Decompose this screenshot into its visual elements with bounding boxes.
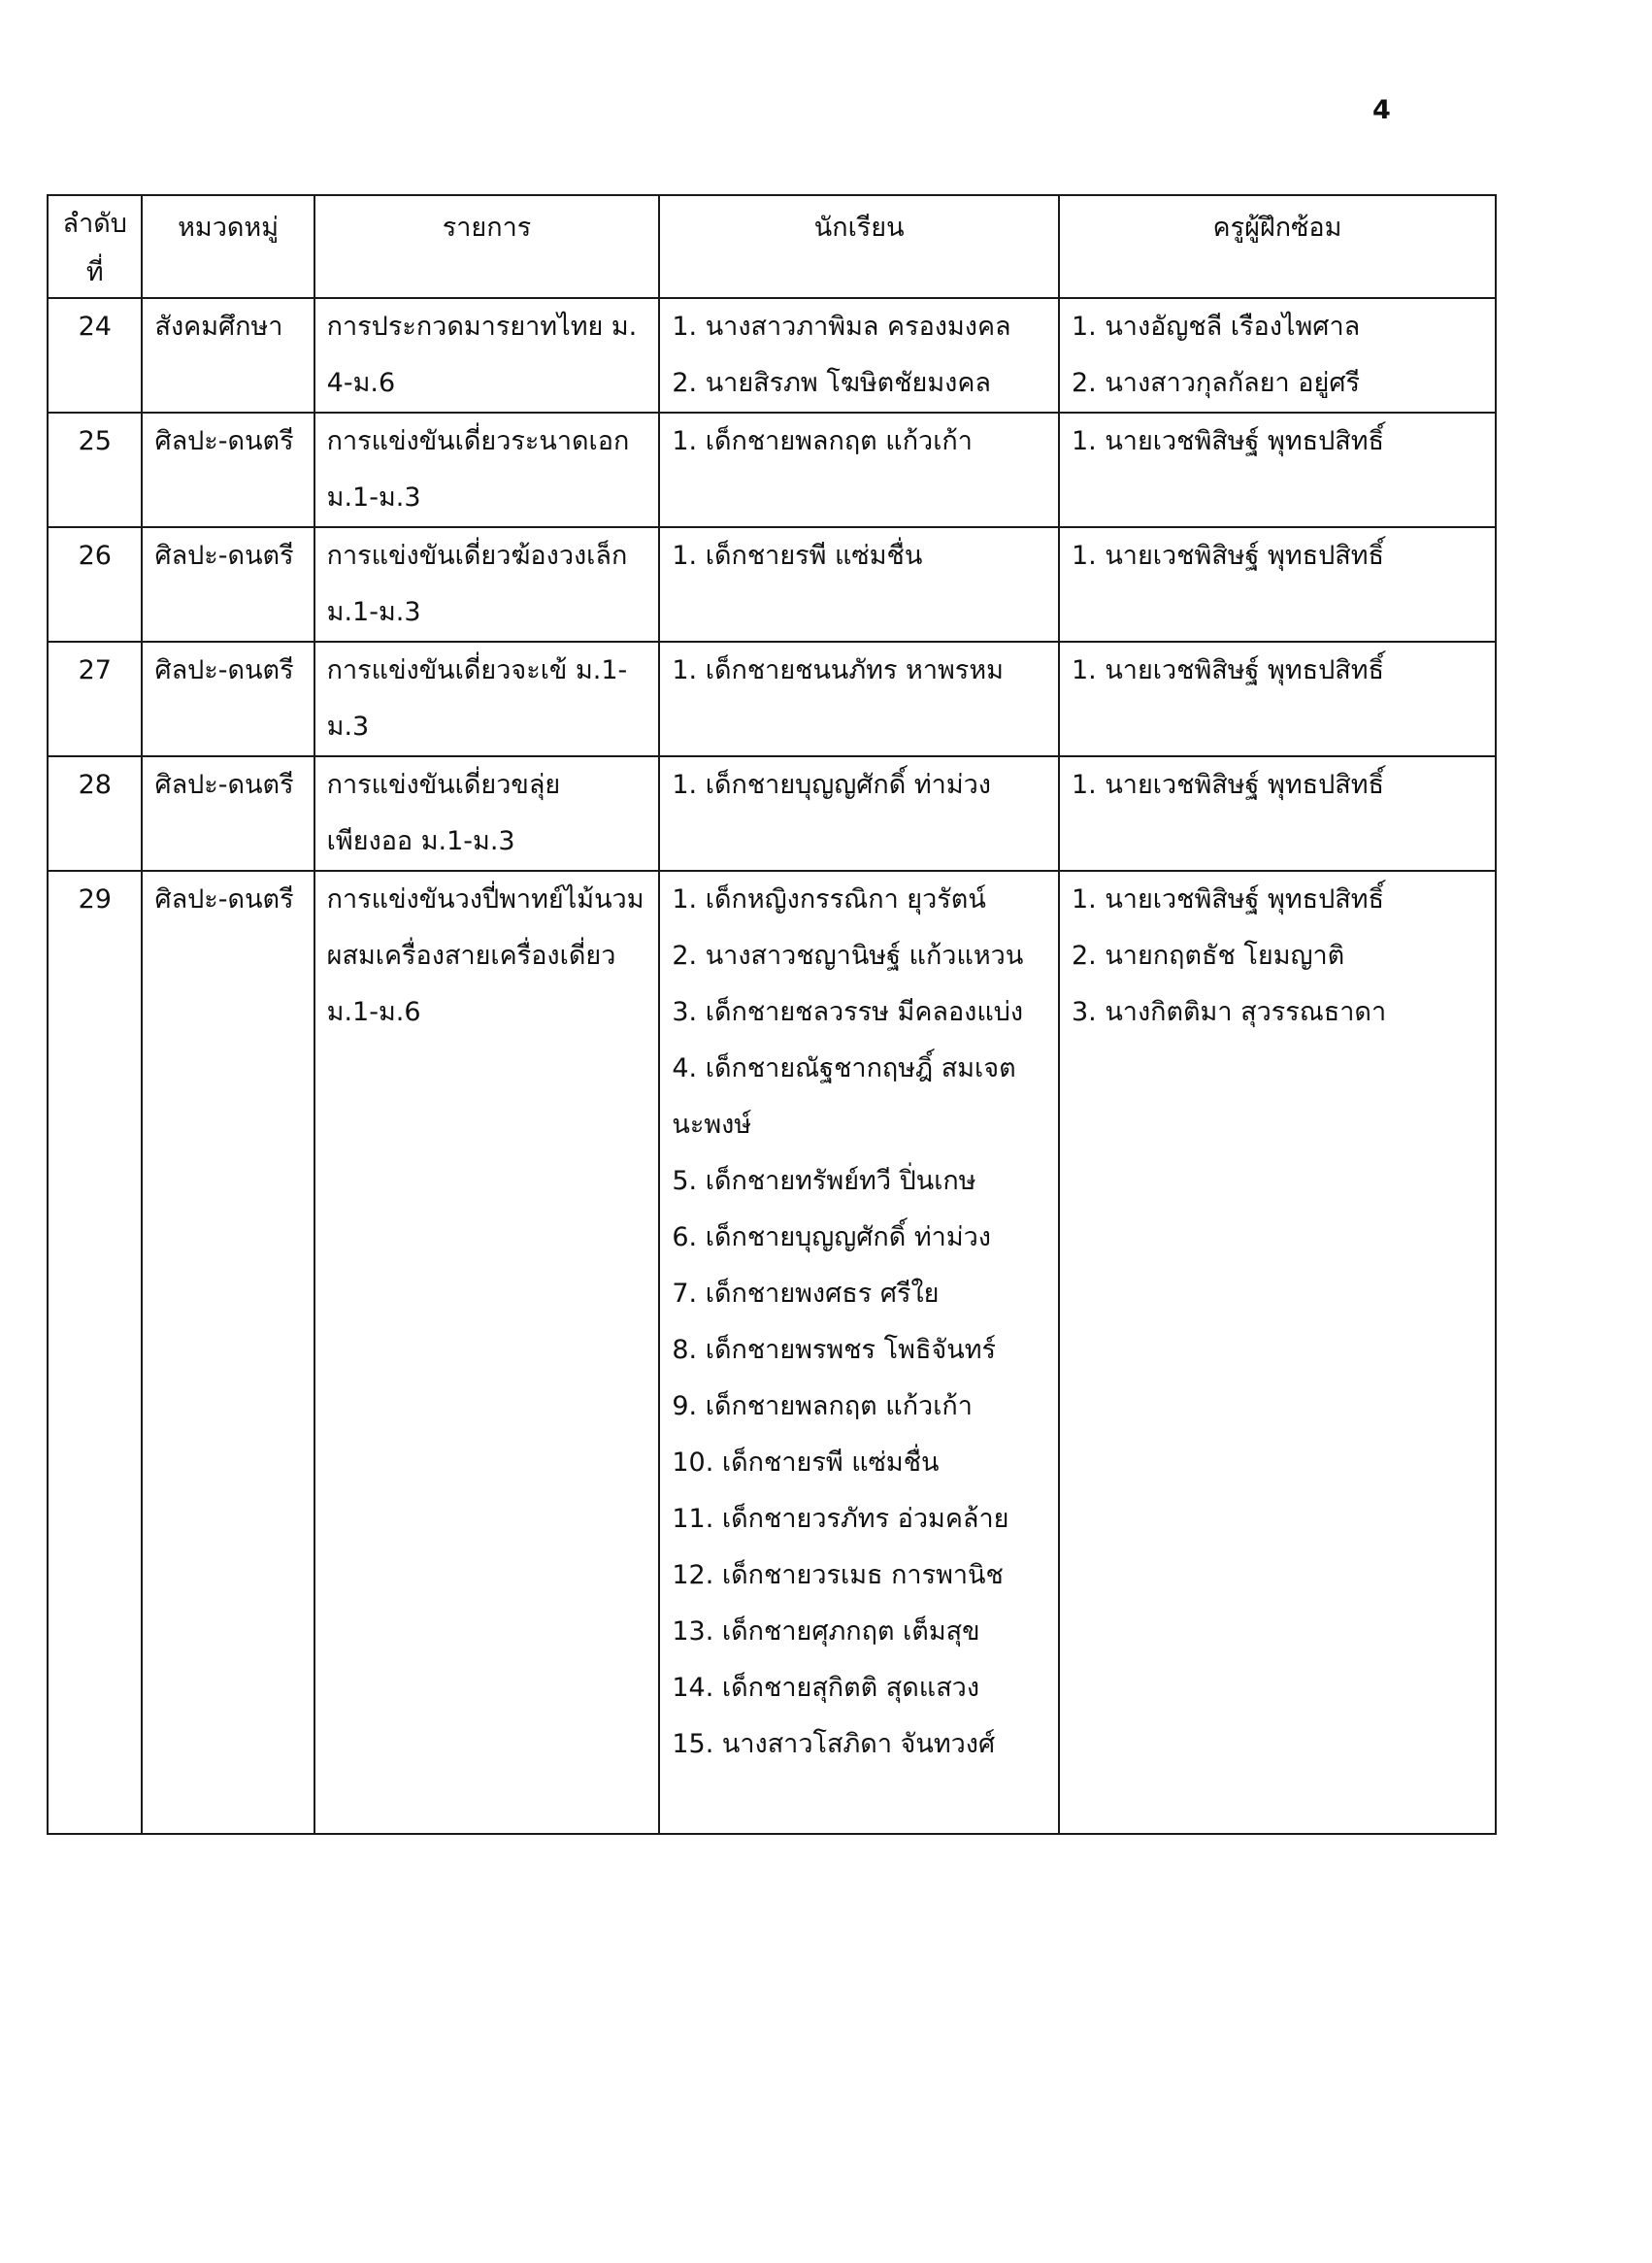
student-entry: 1. เด็กชายพลกฤต แก้วเก้า <box>672 426 973 456</box>
coach-entry: 3. นางกิตติมา สุวรรณธาดา <box>1071 997 1387 1027</box>
item-line: การประกวดมารยาทไทย ม. <box>326 312 638 342</box>
page-number: 4 <box>1372 95 1391 125</box>
table-row <box>48 298 1496 413</box>
row-category: สังคมศึกษา <box>142 298 314 413</box>
row-item <box>314 642 660 756</box>
item-line: การแข่งขันเดี่ยวจะเข้ ม.1- <box>326 655 628 685</box>
table-row <box>48 527 1496 642</box>
coach-entry: 1. นายเวชพิสิษฐ์ พุทธปสิทธิ์ <box>1071 655 1385 685</box>
coach-entry: 1. นางอัญชลี เรืองไพศาล <box>1071 312 1361 342</box>
student-entry: 12. เด็กชายวรเมธ การพานิช <box>672 1560 1004 1590</box>
item-line: ม.1-ม.3 <box>326 597 421 627</box>
row-students <box>659 413 1059 527</box>
coach-entry: 2. นายกฤตธัช โยมญาติ <box>1071 941 1345 971</box>
student-entry: 3. เด็กชายชลวรรษ มีคลองแบ่ง <box>672 997 1024 1027</box>
item-line: เพียงออ ม.1-ม.3 <box>326 826 515 856</box>
header-coaches: ครูผู้ฝึกซ้อม <box>1059 195 1496 298</box>
student-entry: 15. นางสาวโสภิดา จันทวงศ์ <box>672 1729 996 1759</box>
row-number: 28 <box>48 756 142 871</box>
coach-entry: 1. นายเวชพิสิษฐ์ พุทธปสิทธิ์ <box>1071 541 1385 571</box>
row-coaches <box>1059 298 1496 413</box>
header-students: นักเรียน <box>659 195 1059 298</box>
item-line: การแข่งขันเดี่ยวระนาดเอก <box>326 426 630 456</box>
header-category: หมวดหมู่ <box>142 195 314 298</box>
item-line: การแข่งขันวงปี่พาทย์ไม้นวม <box>326 884 644 915</box>
table-row <box>48 756 1496 871</box>
item-line: การแข่งขันเดี่ยวฆ้องวงเล็ก <box>326 541 628 571</box>
coach-entry: 1. นายเวชพิสิษฐ์ พุทธปสิทธิ์ <box>1071 770 1385 800</box>
header-no-line1: ลำดับ <box>62 209 127 239</box>
student-entry: 1. เด็กชายบุญญศักดิ์ ท่าม่วง <box>672 770 991 800</box>
student-entry: 2. นายสิรภพ โฆษิตชัยมงคล <box>672 368 991 398</box>
student-entry: 7. เด็กชายพงศธร ศรีใย <box>672 1279 940 1309</box>
student-entry: 2. นางสาวชญานิษฐ์ แก้วแหวน <box>672 941 1024 971</box>
student-entry: 9. เด็กชายพลกฤต แก้วเก้า <box>672 1391 973 1421</box>
student-entry: 4. เด็กชายณัฐชากฤษฎิ์ สมเจต <box>672 1053 1016 1083</box>
row-item <box>314 527 660 642</box>
competition-table <box>47 194 1497 1835</box>
row-number: 27 <box>48 642 142 756</box>
row-number: 29 <box>48 871 142 1834</box>
row-category: ศิลปะ-ดนตรี <box>142 871 314 1834</box>
row-coaches <box>1059 642 1496 756</box>
student-entry: 1. เด็กชายรพี แซ่มชื่น <box>672 541 923 571</box>
student-entry: 8. เด็กชายพรพชร โพธิจันทร์ <box>672 1335 996 1365</box>
row-coaches <box>1059 413 1496 527</box>
item-line: ม.1-ม.3 <box>326 483 421 513</box>
student-entry: นะพงษ์ <box>672 1110 752 1140</box>
row-category: ศิลปะ-ดนตรี <box>142 527 314 642</box>
student-entry: 11. เด็กชายวรภัทร อ่วมคล้าย <box>672 1504 1009 1534</box>
coach-entry: 2. นางสาวกุลกัลยา อยู่ศรี <box>1071 368 1360 398</box>
table-row <box>48 871 1496 1834</box>
row-coaches <box>1059 871 1496 1834</box>
header-no <box>48 195 142 298</box>
row-number: 24 <box>48 298 142 413</box>
row-item <box>314 756 660 871</box>
row-item <box>314 413 660 527</box>
item-line: การแข่งขันเดี่ยวขลุ่ย <box>326 770 561 800</box>
row-students <box>659 756 1059 871</box>
item-line: ผสมเครื่องสายเครื่องเดี่ยว <box>326 941 616 971</box>
table-row <box>48 642 1496 756</box>
row-students <box>659 871 1059 1834</box>
row-students <box>659 527 1059 642</box>
row-number: 25 <box>48 413 142 527</box>
item-line: 4-ม.6 <box>326 368 396 398</box>
row-students <box>659 642 1059 756</box>
table-row <box>48 413 1496 527</box>
item-line: ม.1-ม.6 <box>326 997 421 1027</box>
row-category: ศิลปะ-ดนตรี <box>142 642 314 756</box>
row-category: ศิลปะ-ดนตรี <box>142 756 314 871</box>
row-students <box>659 298 1059 413</box>
student-entry: 1. นางสาวภาพิมล ครองมงคล <box>672 312 1011 342</box>
student-entry: 10. เด็กชายรพี แซ่มชื่น <box>672 1448 940 1478</box>
item-line: ม.3 <box>326 712 370 742</box>
row-coaches <box>1059 756 1496 871</box>
row-item <box>314 871 660 1834</box>
student-entry: 5. เด็กชายทรัพย์ทวี ปิ่นเกษ <box>672 1166 976 1196</box>
coach-entry: 1. นายเวชพิสิษฐ์ พุทธปสิทธิ์ <box>1071 884 1385 915</box>
table-header-row <box>48 195 1496 298</box>
header-no-line2: ที่ <box>85 257 104 287</box>
student-entry: 1. เด็กหญิงกรรณิกา ยุวรัตน์ <box>672 884 986 915</box>
student-entry: 13. เด็กชายศุภกฤต เต็มสุข <box>672 1616 980 1647</box>
row-number: 26 <box>48 527 142 642</box>
coach-entry: 1. นายเวชพิสิษฐ์ พุทธปสิทธิ์ <box>1071 426 1385 456</box>
student-entry: 6. เด็กชายบุญญศักดิ์ ท่าม่วง <box>672 1222 991 1252</box>
row-item <box>314 298 660 413</box>
student-entry: 1. เด็กชายชนนภัทร หาพรหม <box>672 655 1004 685</box>
row-category: ศิลปะ-ดนตรี <box>142 413 314 527</box>
row-coaches <box>1059 527 1496 642</box>
header-item: รายการ <box>314 195 660 298</box>
student-entry: 14. เด็กชายสุกิตติ สุดแสวง <box>672 1673 980 1703</box>
